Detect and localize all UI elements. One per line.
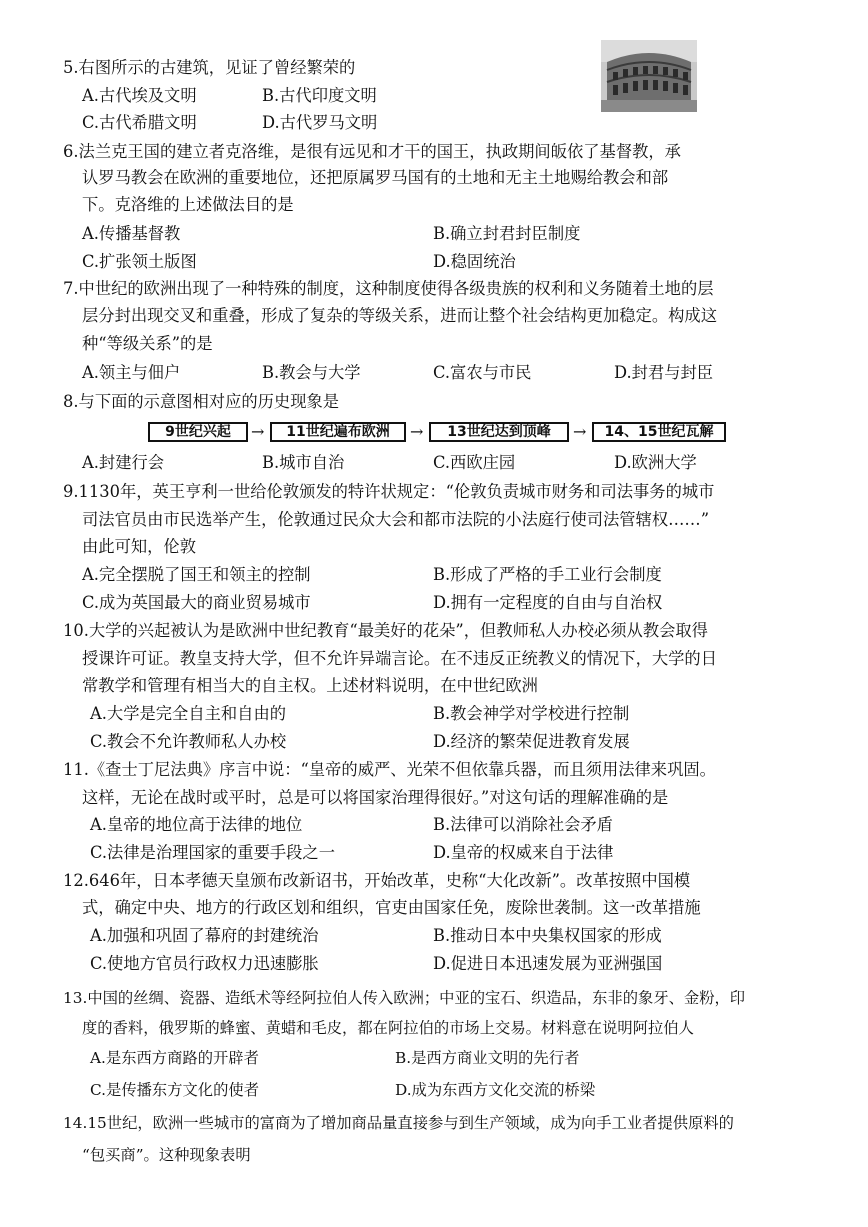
- q5-option-c: C.古代希腊文明: [82, 113, 197, 132]
- flow-step-2: 11世纪遍布欧洲: [270, 422, 406, 442]
- flow-step-3: 13世纪达到顶峰: [429, 422, 569, 442]
- q10-option-b: B.教会神学对学校进行控制: [433, 704, 630, 723]
- q10-option-c: C.教会不允许教师私人办校: [90, 732, 287, 751]
- colosseum-image: [601, 40, 697, 112]
- q8-option-b: B.城市自治: [262, 453, 345, 472]
- q11-option-b: B.法律可以消除社会矛盾: [433, 815, 613, 834]
- q13-line-2: 度的香料，俄罗斯的蜂蜜、黄蜡和毛皮，都在阿拉伯的市场上交易。材料意在说明阿拉伯人: [82, 1019, 694, 1037]
- q14-line-2: “包买商”。这种现象表明: [82, 1146, 251, 1164]
- q13-option-b: B.是西方商业文明的先行者: [395, 1049, 580, 1067]
- q12-option-b: B.推动日本中央集权国家的形成: [433, 926, 662, 945]
- q9-option-a: A.完全摆脱了国王和领主的控制: [82, 565, 311, 584]
- q7-option-b: B.教会与大学: [262, 363, 361, 382]
- arrow-right-icon: →: [410, 422, 424, 441]
- q5-option-b: B.古代印度文明: [262, 86, 377, 105]
- q6-option-c: C.扩张领土版图: [82, 252, 197, 271]
- q5-stem: 5.右图所示的古建筑，见证了曾经繁荣的: [63, 58, 356, 77]
- q11-option-c: C.法律是治理国家的重要手段之一: [90, 843, 335, 862]
- q6-line-2: 认罗马教会在欧洲的重要地位，还把原属罗马国有的土地和无主土地赐给教会和部: [82, 168, 669, 187]
- q7-line-3: 种“等级关系”的是: [82, 334, 213, 353]
- q5-option-d: D.古代罗马文明: [262, 113, 378, 132]
- q13-option-a: A.是东西方商路的开辟者: [90, 1049, 259, 1067]
- q5-option-a: A.古代埃及文明: [82, 86, 197, 105]
- q8-option-d: D.欧洲大学: [614, 453, 697, 472]
- q8-option-a: A.封建行会: [82, 453, 165, 472]
- q11-option-a: A.皇帝的地位高于法律的地位: [90, 815, 303, 834]
- q12-option-a: A.加强和巩固了幕府的封建统治: [90, 926, 319, 945]
- flow-step-4: 14、15世纪瓦解: [592, 422, 726, 442]
- q7-option-a: A.领主与佃户: [82, 363, 181, 382]
- q12-line-1: 12.646年，日本孝德天皇颁布改新诏书，开始改革，史称“大化改新”。改革按照中国模: [63, 871, 691, 890]
- q8-option-c: C.西欧庄园: [433, 453, 516, 472]
- q10-line-3: 常教学和管理有相当大的自主权。上述材料说明，在中世纪欧洲: [82, 676, 538, 695]
- q10-option-d: D.经济的繁荣促进教育发展: [433, 732, 630, 751]
- q6-line-1: 6.法兰克王国的建立者克洛维，是很有远见和才干的国王，执政期间皈依了基督教，承: [63, 142, 681, 161]
- q9-option-c: C.成为英国最大的商业贸易城市: [82, 593, 311, 612]
- q7-line-2: 层分封出现交叉和重叠，形成了复杂的等级关系，进而让整个社会结构更加稳定。构成这: [82, 306, 717, 325]
- q13-option-c: C.是传播东方文化的使者: [90, 1081, 259, 1099]
- q11-line-2: 这样，无论在战时或平时，总是可以将国家治理得很好。”对这句话的理解准确的是: [82, 788, 669, 807]
- q12-option-c: C.使地方官员行政权力迅速膨胀: [90, 954, 319, 973]
- colosseum-drawing: [601, 40, 697, 112]
- q13-line-1: 13.中国的丝绸、瓷器、造纸术等经阿拉伯人传入欧洲；中亚的宝石、织造品，东非的象牙、金粉，印: [63, 989, 746, 1007]
- arrow-right-icon: →: [573, 422, 587, 441]
- q10-option-a: A.大学是完全自主和自由的: [90, 704, 287, 723]
- q6-option-b: B.确立封君封臣制度: [433, 224, 581, 243]
- q8-stem: 8.与下面的示意图相对应的历史现象是: [63, 392, 340, 411]
- q6-option-d: D.稳固统治: [433, 252, 516, 271]
- flow-step-1: 9世纪兴起: [148, 422, 248, 442]
- q10-line-1: 10.大学的兴起被认为是欧洲中世纪教育“最美好的花朵”，但教师私人办校必须从教会取得: [63, 621, 708, 640]
- q12-option-d: D.促进日本迅速发展为亚洲强国: [433, 954, 663, 973]
- q6-line-3: 下。克洛维的上述做法目的是: [82, 195, 294, 214]
- q7-line-1: 7.中世纪的欧洲出现了一种特殊的制度，这种制度使得各级贵族的权利和义务随着土地的层: [63, 279, 714, 298]
- q7-option-d: D.封君与封臣: [614, 363, 714, 382]
- q9-line-1: 9.1130年，英王亨利一世给伦敦颁发的特许状规定：“伦敦负责城市财务和司法事务的城市: [63, 482, 715, 501]
- q7-option-c: C.富农与市民: [433, 363, 532, 382]
- q9-option-d: D.拥有一定程度的自由与自治权: [433, 593, 663, 612]
- q9-line-2: 司法官员由市民选举产生，伦敦通过民众大会和都市法院的小法庭行使司法管辖权……”: [82, 510, 710, 529]
- q11-option-d: D.皇帝的权威来自于法律: [433, 843, 614, 862]
- q9-option-b: B.形成了严格的手工业行会制度: [433, 565, 662, 584]
- arrow-right-icon: →: [251, 422, 265, 441]
- q8-flow-diagram: [148, 422, 728, 444]
- q10-line-2: 授课许可证。教皇支持大学，但不允许异端言论。在不违反正统教义的情况下，大学的日: [82, 649, 717, 668]
- q13-option-d: D.成为东西方文化交流的桥梁: [395, 1081, 596, 1099]
- q9-line-3: 由此可知，伦敦: [82, 537, 196, 556]
- q14-line-1: 14.15世纪，欧洲一些城市的富商为了增加商品量直接参与到生产领域，成为向手工业者提供原料的: [63, 1114, 734, 1132]
- q11-line-1: 11.《查士丁尼法典》序言中说：“皇帝的威严、光荣不但依靠兵器，而且须用法律来巩固。: [63, 760, 716, 779]
- q6-option-a: A.传播基督教: [82, 224, 181, 243]
- q12-line-2: 式，确定中央、地方的行政区划和组织，官吏由国家任免，废除世袭制。这一改革措施: [82, 898, 701, 917]
